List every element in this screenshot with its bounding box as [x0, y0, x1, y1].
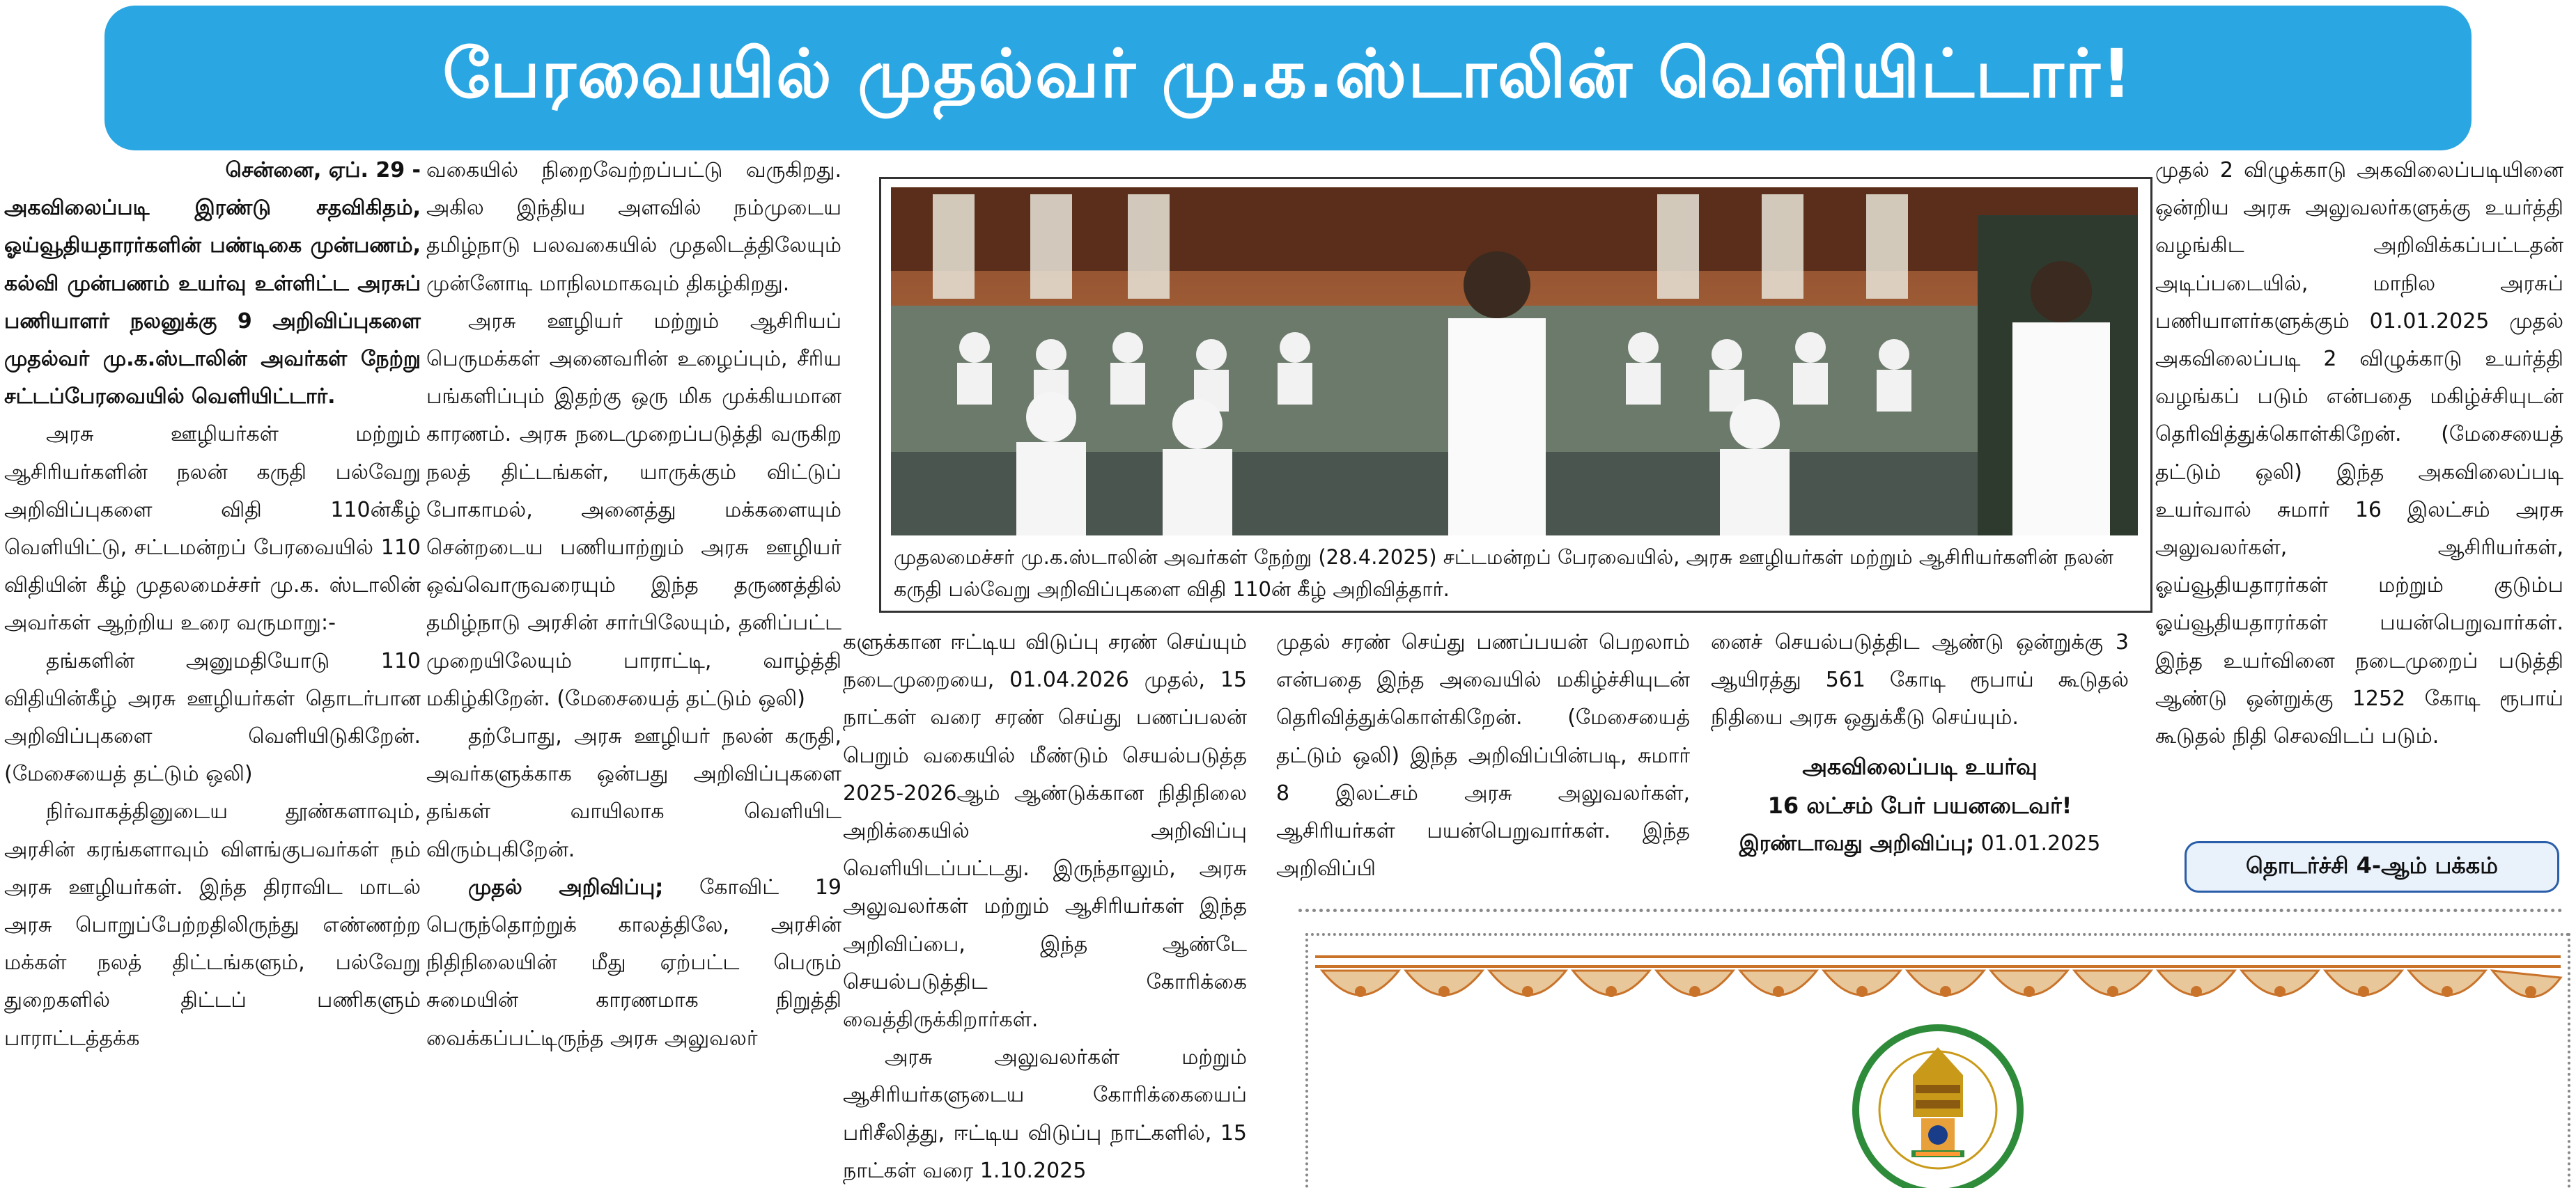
article-column-6 [2155, 152, 2563, 756]
paragraph: முதல் 2 விழுக்காடு அகவிலைப்படியினை ஒன்றிய அரசு அலுவலர்களுக்கு உயர்த்தி வழங்கிட அறிவிக்கப்பட்டதன் அடிப்படையில், மாநில அரசுப் பணியாளர்களுக்கும் 01.01.2025 முதல் அகவிலைப்படி 2 விழுக்காடு உயர்த்தி வழங்கப் படும் என்பதை மகிழ்ச்சியுடன் தெரிவித்துக்கொள்கிறேன். (மேசையைத் தட்டும் ஒலி) இந்த அகவிலைப்படி உயர்வால் சுமார் 16 இலட்சம் அரசு அலுவலர்கள், ஆசிரியர்கள், ஓய்வூதியதாரர்கள் மற்றும் குடும்ப ஓய்வூதியதாரர்கள் பயன்பெறுவார்கள். இந்த உயர்வினை நடைமுறைப் படுத்தி ஆண்டு ஒன்றுக்கு 1252 கோடி ரூபாய் கூடுதல் நிதி செலவிடப் படும். [2155, 158, 2563, 749]
paragraph: முதல் சரண் செய்து பணப்பயன் பெறலாம் என்பதை இந்த அவையில் மகிழ்ச்சியுடன் தெரிவித்துக்கொள்கிறேன். (மேசையைத் தட்டும் ஒலி) இந்த அறிவிப்பின்படி, சுமார் 8 இலட்சம் அரசு அலுவலர்கள், ஆசிரியர்கள் பயன்பெறுவார்கள். இந்த அறிவிப்பி [1276, 630, 1690, 882]
paragraph: வகையில் நிறைவேற்றப்பட்டு வருகிறது. அகில இந்திய அளவில் நம்முடைய தமிழ்நாடு பலவகையில் முதலிடத்திலேயும் முன்னோடி மாநிலமாகவும் திகழ்கிறது. [426, 158, 841, 296]
subheading [1711, 747, 2129, 825]
article-lead: அகவிலைப்படி இரண்டு சதவிகிதம், ஓய்வூதியதாரர்களின் பண்டிகை முன்பணம், கல்வி முன்பணம் உயர்வு உள்ளிட்ட அரசுப் பணியாளர் நலனுக்கு 9 அறிவிப்புகளை முதல்வர் மு.க.ஸ்டாலின் அவர்கள் நேற்று சட்டப்பேரவையில் வெளியிட்டார். [4, 196, 421, 409]
paragraph: அரசு அலுவலர்கள் மற்றும் ஆசிரியர்களுடைய கோரிக்கையைப் பரிசீலித்து, ஈட்டிய விடுப்பு நாட்களில், 15 நாட்கள் வரை 1.10.2025 [843, 1045, 1247, 1183]
article-column-3 [843, 624, 1247, 1190]
assembly-photo [891, 187, 2138, 535]
headline-banner [104, 6, 2472, 150]
article-column-2 [426, 152, 841, 1058]
paragraph [1711, 825, 2129, 863]
dateline: சென்னை, ஏப். 29 - [225, 158, 421, 182]
photo-frame [879, 177, 2152, 613]
photo-caption: முதலமைச்சர் மு.க.ஸ்டாலின் அவர்கள் நேற்று (28.4.2025) சட்டமன்றப் பேரவையில், அரசு ஊழியர்கள் மற்றும் ஆசிரியர்களின் நலன் கருதி பல்வேறு அறிவிப்புகளை விதி 110ன் கீழ் அறிவித்தார். [894, 545, 2113, 601]
paragraph: தற்போது, அரசு ஊழியர் நலன் கருதி, அவர்களுக்காக ஒன்பது அறிவிப்புகளை தங்கள் வாயிலாக வெளியிட விரும்புகிறேன். [426, 724, 841, 862]
paragraph: அரசு ஊழியர் மற்றும் ஆசிரியப் பெருமக்கள் அனைவரின் உழைப்பும், சீரிய பங்களிப்பும் இதற்கு ஒரு மிக முக்கியமான காரணம். அரசு நடைமுறைப்படுத்தி வருகிற நலத் திட்டங்கள், யாருக்கும் விட்டுப் போகாமல், அனைத்து மக்களையும் சென்றடைய பணியாற்றும் அரசு ஊழியர் ஒவ்வொருவரையும் இந்த தருணத்தில் தமிழ்நாடு அரசின் சார்பிலேயும், தனிப்பட்ட முறையிலேயும் பாராட்டி, வாழ்த்தி மகிழ்கிறேன். (மேசையைத் தட்டும் ஒலி) [426, 308, 841, 711]
article-column-5 [1711, 624, 2129, 863]
paragraph [426, 869, 841, 1058]
paragraph: களுக்கான ஈட்டிய விடுப்பு சரண் செய்யும் நடைமுறையை, 01.04.2026 முதல், 15 நாட்கள் வரை சரண் செய்து பணப்பலன் பெறும் வகையில் மீண்டும் செயல்படுத்த 2025-2026ஆம் ஆண்டுக்கான நிதிநிலை அறிக்கையில் அறிவிப்பு வெளியிடப்பட்டது. இருந்தாலும், அரசு அலுவலர்கள் மற்றும் ஆசிரியர்கள் இந்த அறிவிப்பை, இந்த ஆண்டே செயல்படுத்திட கோரிக்கை வைத்திருக்கிறார்கள். [843, 630, 1247, 1033]
continued-page-button[interactable]: தொடர்ச்சி 4-ஆம் பக்கம் [2185, 841, 2559, 893]
announcement-text: கோவிட் 19 பெருந்தொற்றுக் காலத்திலே, அரசின் நிதிநிலையின் மீது ஏற்பட்ட பெரும் சுமையின் காரணமாக நிறுத்தி வைக்கப்பட்டிருந்த அரசு அலுவலர் [426, 875, 841, 1051]
subheading-line: 16 லட்சம் பேர் பயனடைவர்! [1767, 792, 2072, 819]
article-column-1 [4, 152, 421, 1058]
paragraph: நிர்வாகத்தினுடைய தூண்களாவும், அரசின் கரங்களாவும் விளங்குபவர்கள் நம் அரசு ஊழியர்கள். இந்த திராவிட மாடல் அரசு பொறுப்பேற்றதிலிருந்து எண்ணற்ற மக்கள் நலத் திட்டங்களும், பல்வேறு துறைகளில் திட்டப் பணிகளும் பாராட்டத்தக்க [4, 799, 421, 1051]
announcement-label: முதல் அறிவிப்பு; [468, 875, 664, 900]
tamil-nadu-emblem-icon [1856, 1028, 2020, 1188]
government-ad-box [1305, 933, 2570, 1188]
announcement-text: 01.01.2025 [1974, 831, 2101, 856]
headline: பேரவையில் முதல்வர் மு.க.ஸ்டாலின் வெளியிட்டார்! [442, 34, 2134, 113]
announcement-label: இரண்டாவது அறிவிப்பு; [1739, 831, 1975, 856]
subheading-line: அகவிலைப்படி உயர்வு [1802, 753, 2038, 780]
article-column-4 [1276, 624, 1690, 888]
paragraph: னைச் செயல்படுத்திட ஆண்டு ஒன்றுக்கு 3 ஆயிரத்து 561 கோடி ரூபாய் கூடுதல் நிதியை அரசு ஒதுக்கீடு செய்யும். [1711, 630, 2129, 730]
section-divider [1298, 909, 2563, 912]
decorative-border [1308, 936, 2568, 1188]
paragraph: அரசு ஊழியர்கள் மற்றும் ஆசிரியர்களின் நலன் கருதி பல்வேறு அறிவிப்புகளை விதி 110ன்கீழ் வெளியிட்டு, சட்டமன்றப் பேரவையில் 110 விதியின் கீழ் முதலமைச்சர் மு.க. ஸ்டாலின் அவர்கள் ஆற்றிய உரை வருமாறு:- [4, 422, 421, 636]
paragraph: தங்களின் அனுமதியோடு 110 விதியின்கீழ் அரசு ஊழியர்கள் தொடர்பான அறிவிப்புகளை வெளியிடுகிறேன். (மேசையைத் தட்டும் ஒலி) [4, 648, 421, 787]
